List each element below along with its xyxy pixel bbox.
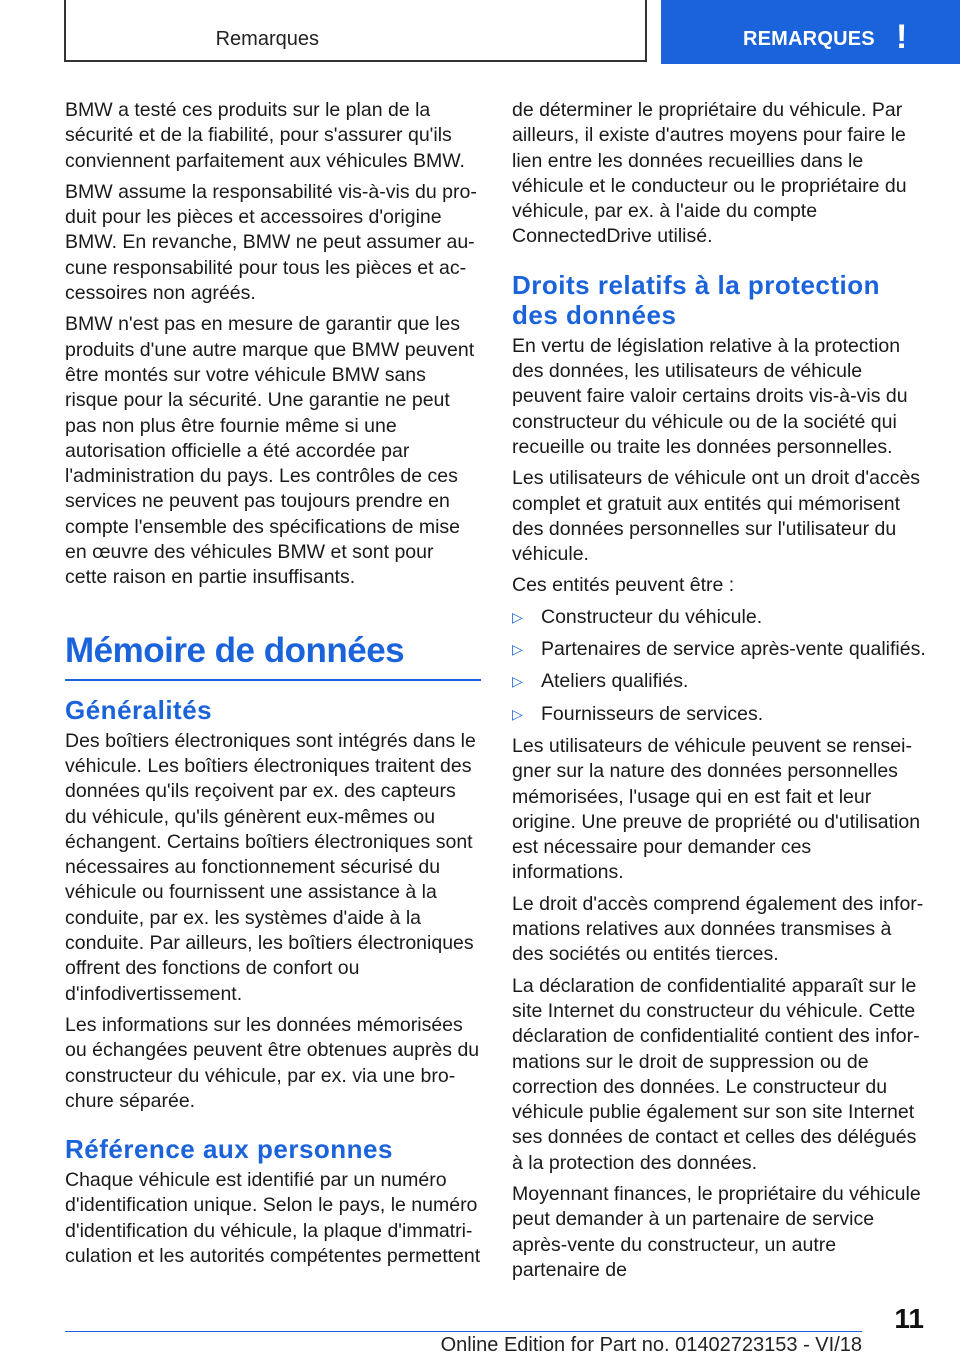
paragraph: Des boîtiers électroniques sont intégrés dans le véhicule. Les boîtiers électroniques traitent des données qu'ils reçoivent par ex. des capteurs du véhicule, qu'ils génèrent eux-mêmes ou échangent. Certains boîtiers électroniques sont nécessaires au fonctionnement sécurisé du véhicule ou fournissent une assistance à la conduite, par ex. les systèmes d'aide à la conduite. Par ailleurs, les boîtiers électroniques offrent des fonctions de confort ou d'infodivertissement.	[65, 729, 476, 1005]
paragraph: Le droit d'accès comprend également des informations relatives aux données transmises à des sociétés ou entités tierces.	[512, 892, 924, 966]
triangle-bullet-icon: ▷	[512, 608, 523, 625]
exclamation-icon: !	[896, 18, 908, 56]
page-number: 11	[894, 1303, 924, 1334]
paragraph: BMW assume la responsabilité vis-à-vis du produit pour les pièces et accessoires d'origine BMW. En revanche, BMW ne peut assumer aucune responsabilité pour tous les pièces et accessoires non agréés.	[65, 180, 477, 305]
header-section-title: Remarques	[215, 28, 319, 50]
triangle-bullet-icon: ▷	[512, 705, 523, 722]
paragraph: Ces entités peuvent être :	[512, 574, 735, 597]
paragraph: Moyennant finances, le propriétaire du véhicule peut demander à un partenaire de service après-vente du constructeur, un autre partenaire de	[512, 1182, 921, 1281]
section-heading-general: Généralités	[65, 694, 213, 725]
list-item: ▷ Fournisseurs de services.	[512, 702, 927, 727]
right-column	[512, 98, 927, 1289]
paragraph: BMW a testé ces produits sur le plan de la sécurité et de la fiabilité, pour s'assurer qu'ils conviennent parfaitement aux véhicules BMW.	[65, 99, 465, 172]
triangle-bullet-icon: ▷	[512, 641, 523, 658]
footer-edition: Online Edition for Part no. 01402723153 - VI/18	[440, 1334, 862, 1356]
paragraph: BMW n'est pas en mesure de garantir que les produits d'une autre marque que BMW peuvent être montés sur votre véhicule BMW sans risque pour la sécurité. Une garantie ne peut pas non plus être fournie même si une autorisation officielle a été accordée par l'administration du pays. Les contrôles de ces services ne peuvent pas toujours prendre en compte l'ensemble des spécifications de mise en œuvre des véhicules BMW et sont pour cette raison en partie insuffisants.	[65, 313, 475, 589]
left-column	[65, 98, 481, 1275]
section-heading-rights: Droits relatifs à la protection des données	[512, 269, 881, 330]
triangle-bullet-icon: ▷	[512, 673, 523, 690]
paragraph: Les utilisateurs de véhicule ont un droit d'accès complet et gratuit aux entités qui mémorisent des données personnelles sur l'utilisateur du véhicule.	[512, 467, 921, 566]
paragraph: de déterminer le propriétaire du véhicule. Par ailleurs, il existe d'autres moyens pour faire le lien entre les données recueillies dans le véhicule et le conducteur ou le propriétaire du véhicule, par ex. à l'aide du compte ConnectedDrive utilisé.	[512, 99, 907, 248]
chapter-heading: Mémoire de données	[65, 631, 481, 681]
header-section-box	[64, 0, 647, 62]
footer-divider	[65, 1331, 862, 1332]
header-chapter-title: REMARQUES	[743, 28, 875, 50]
list-item: ▷ Ateliers qualifiés.	[512, 669, 927, 694]
section-heading-persons: Référence aux personnes	[65, 1134, 393, 1165]
paragraph: La déclaration de confidentialité apparaît sur le site Internet du constructeur du véhicule. Cette déclaration de confidentialité contient des informations sur le droit de suppression ou de correction des données. Le constructeur du véhicule publie également sur son site Internet ses données de contact et celles des délégués à la protection des données.	[512, 974, 920, 1174]
paragraph: En vertu de législation relative à la protection des données, les utilisateurs de véhicule peuvent faire valoir certains droits vis-à-vis du constructeur du véhicule ou de la société qui recueille ou traite les données personnelles.	[512, 334, 908, 458]
list-item: ▷ Partenaires de service après-vente qualifiés.	[512, 637, 927, 662]
paragraph: Les informations sur les données mémorisées ou échangées peuvent être obtenues auprès du constructeur du véhicule, par ex. via une brochure séparée.	[65, 1013, 480, 1112]
paragraph: Chaque véhicule est identifié par un numéro d'identification unique. Selon le pays, le numéro d'identification du véhicule, la plaque d'immatriculation et les autorités compétentes permettent	[65, 1169, 481, 1267]
header-chapter-tab	[661, 0, 960, 64]
paragraph: Les utilisateurs de véhicule peuvent se renseigner sur la nature des données personnelles mémorisées, l'usage qui en est fait et leur origine. Une preuve de propriété ou d'utilisation est nécessaire pour demander ces informations.	[512, 734, 921, 884]
entity-list	[512, 605, 927, 727]
list-item: ▷ Constructeur du véhicule.	[512, 605, 927, 630]
